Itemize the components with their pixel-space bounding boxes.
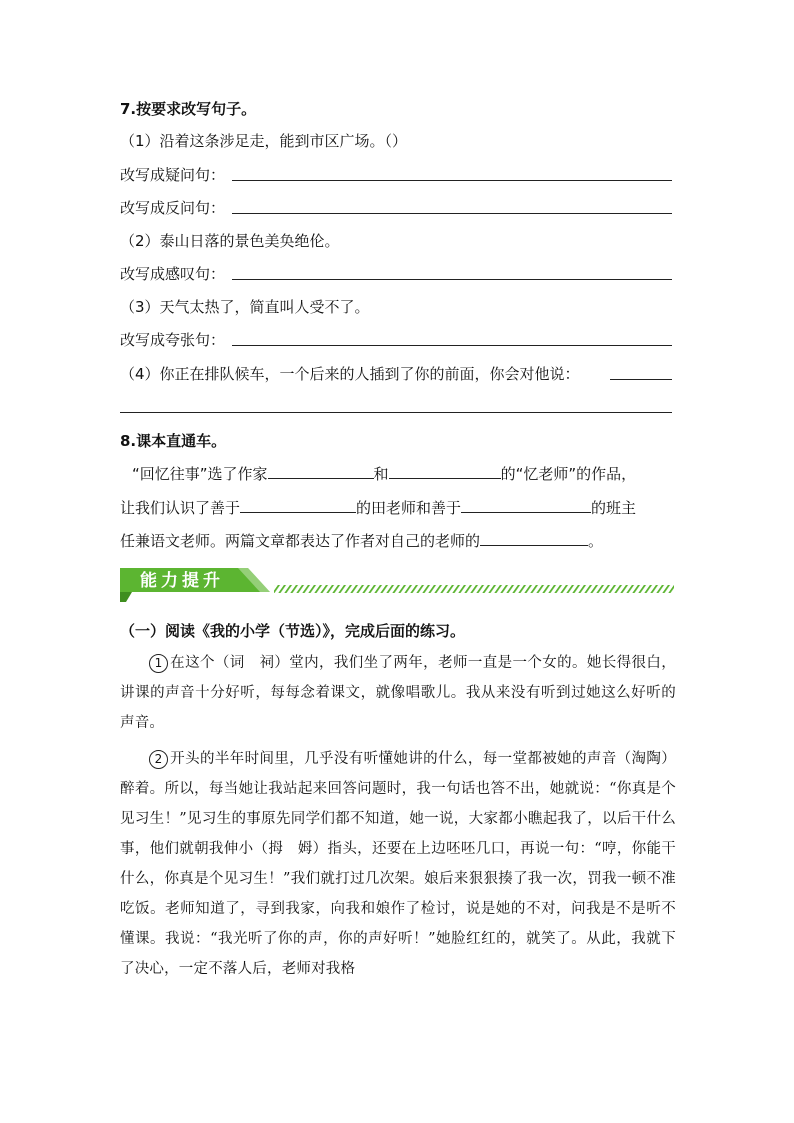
q7-label-hyperbole: 改写成夸张句：: [120, 331, 226, 349]
blank-author-2[interactable]: [389, 462, 501, 479]
paragraph-2-text: 开头的半年时间里，几乎没有听懂她讲的什么，每一堂都被她的声音（淘陶）醉着。所以，每当她让我站起来回答问题时，我一句话也答不出，她就说：“你真是个见习生！”见习生的事原先同学们都不知道，她一说，大家都小瞧起我了，以后干什么事，他们就朝我伸小（拇 姆）指头，还要在上边呸呸几口，再说一句：“哼，你能干什么，你真是个见习生！”我们就打过几次架。娘后来狠狠揍了我一次，罚我一顿不准吃饭。老师知道了，寻到我家，向我和娘作了检讨，说是她的不对，问我是不是听不懂课。我说：“我光听了你的声，你的声好听！”她脸红红的，就笑了。从此，我就下了决心，一定不落人后，老师对我格: [120, 751, 676, 977]
q8-text-1b: 和: [373, 465, 389, 483]
q7-sentence-3: （3）天气太热了，简直叫人受不了。: [120, 298, 370, 316]
reading-passage: [120, 648, 676, 990]
answer-line-rhetorical[interactable]: [232, 213, 672, 214]
q8-text-3a: 任兼语文老师。两篇文章都表达了作者对自己的老师的: [120, 532, 481, 550]
answer-line-hyperbole[interactable]: [232, 345, 672, 346]
q8-text-2b: 的田老师和善于: [356, 499, 462, 517]
blank-author-1[interactable]: [268, 462, 374, 479]
q8-text-3b: 。: [588, 532, 604, 550]
q8-text-2a: 让我们认识了善于: [120, 499, 241, 517]
q7-title: 7.按要求改写句子。: [120, 100, 257, 118]
paragraph-number-2: 2: [149, 750, 168, 769]
q7-sentence-4: （4）你正在排队候车，一个后来的人插到了你的前面，你会对他说：: [120, 365, 580, 383]
banner-title: 能力提升: [140, 571, 224, 591]
reading-paragraph-2: [120, 744, 676, 984]
reading-paragraph-1: [120, 648, 676, 738]
q8-title: 8.课本直通车。: [120, 432, 227, 450]
q8-text-2c: 的班主: [591, 499, 637, 517]
answer-line-exclamatory[interactable]: [232, 279, 672, 280]
q8-text-1c: 的“忆老师”的作品，: [500, 465, 637, 483]
q8-line-3: [120, 529, 603, 552]
q7-sentence-1: （1）沿着这条涉足走，能到市区广场。（）: [120, 132, 408, 150]
answer-line-full[interactable]: [120, 412, 672, 413]
q8-line-2: [120, 496, 636, 519]
paragraph-number-1: 1: [149, 654, 168, 673]
paragraph-1-text: 在这个（词 祠）堂内，我们坐了两年，老师一直是一个女的。她长得很白，讲课的声音十分好听，每每念着课文，就像唱歌儿。我从来没有听到过她这么好听的声音。: [120, 655, 676, 731]
q8-line-1: [132, 462, 636, 485]
reading-title: （一）阅读《我的小学（节选）》，完成后面的练习。: [120, 622, 466, 640]
blank-teacher-2[interactable]: [461, 496, 591, 513]
answer-line-short[interactable]: [610, 379, 672, 380]
answer-line-question[interactable]: [232, 180, 672, 181]
q7-label-question: 改写成疑问句：: [120, 166, 226, 184]
blank-teacher-1[interactable]: [240, 496, 356, 513]
q7-label-rhetorical: 改写成反问句：: [120, 199, 226, 217]
q8-text-1a: “回忆往事”选了作家: [132, 465, 268, 483]
q7-sentence-2: （2）泰山日落的景色美奂绝伦。: [120, 232, 340, 250]
blank-feeling[interactable]: [480, 529, 588, 546]
q7-label-exclamatory: 改写成感叹句：: [120, 265, 226, 283]
